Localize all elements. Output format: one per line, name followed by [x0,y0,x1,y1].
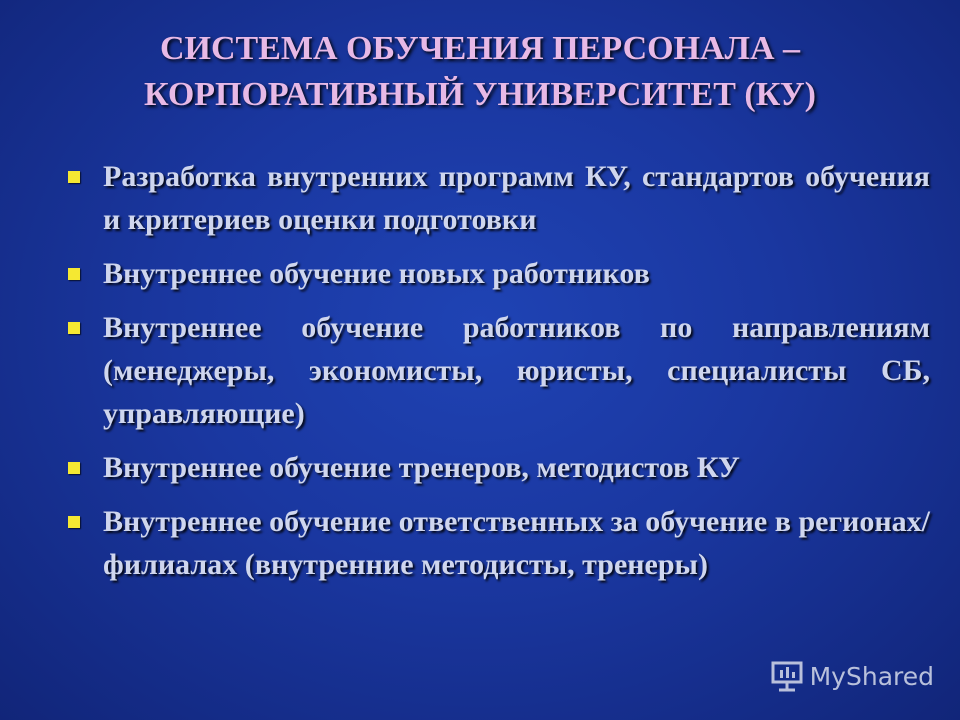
bullet-item [66,446,930,489]
myshared-watermark[interactable] [770,660,934,692]
bullet-square-icon [68,171,80,183]
watermark-text: MyShared [809,661,934,691]
bullet-item [66,155,930,241]
bullet-text: Внутреннее обучение ответственных за обучение в регионах/филиалах (внутренние методисты, тренеры) [103,505,930,581]
title-line-2: КОРПОРАТИВНЫЙ УНИВЕРСИТЕТ (КУ) [144,76,816,113]
bullet-square-icon [68,516,80,528]
bullet-list [66,155,930,597]
bullet-text: Внутреннее обучение новых работников [103,257,650,290]
bullet-item [66,306,930,435]
bullet-text: Внутреннее обучение тренеров, методистов КУ [103,451,740,484]
bullet-item [66,252,930,295]
bullet-text: Внутреннее обучение работников по направлениям (менеджеры, экономисты, юристы, специалисты СБ, управляющие) [103,311,930,430]
bullet-square-icon [68,268,80,280]
bullet-square-icon [68,322,80,334]
bullet-text: Разработка внутренних программ КУ, стандартов обучения и критериев оценки подготовки [103,160,930,236]
bullet-item [66,500,930,586]
title-line-1: СИСТЕМА ОБУЧЕНИЯ ПЕРСОНАЛА – [159,30,800,67]
presentation-board-icon [770,660,804,692]
bullet-square-icon [68,462,80,474]
slide-title [40,26,920,118]
